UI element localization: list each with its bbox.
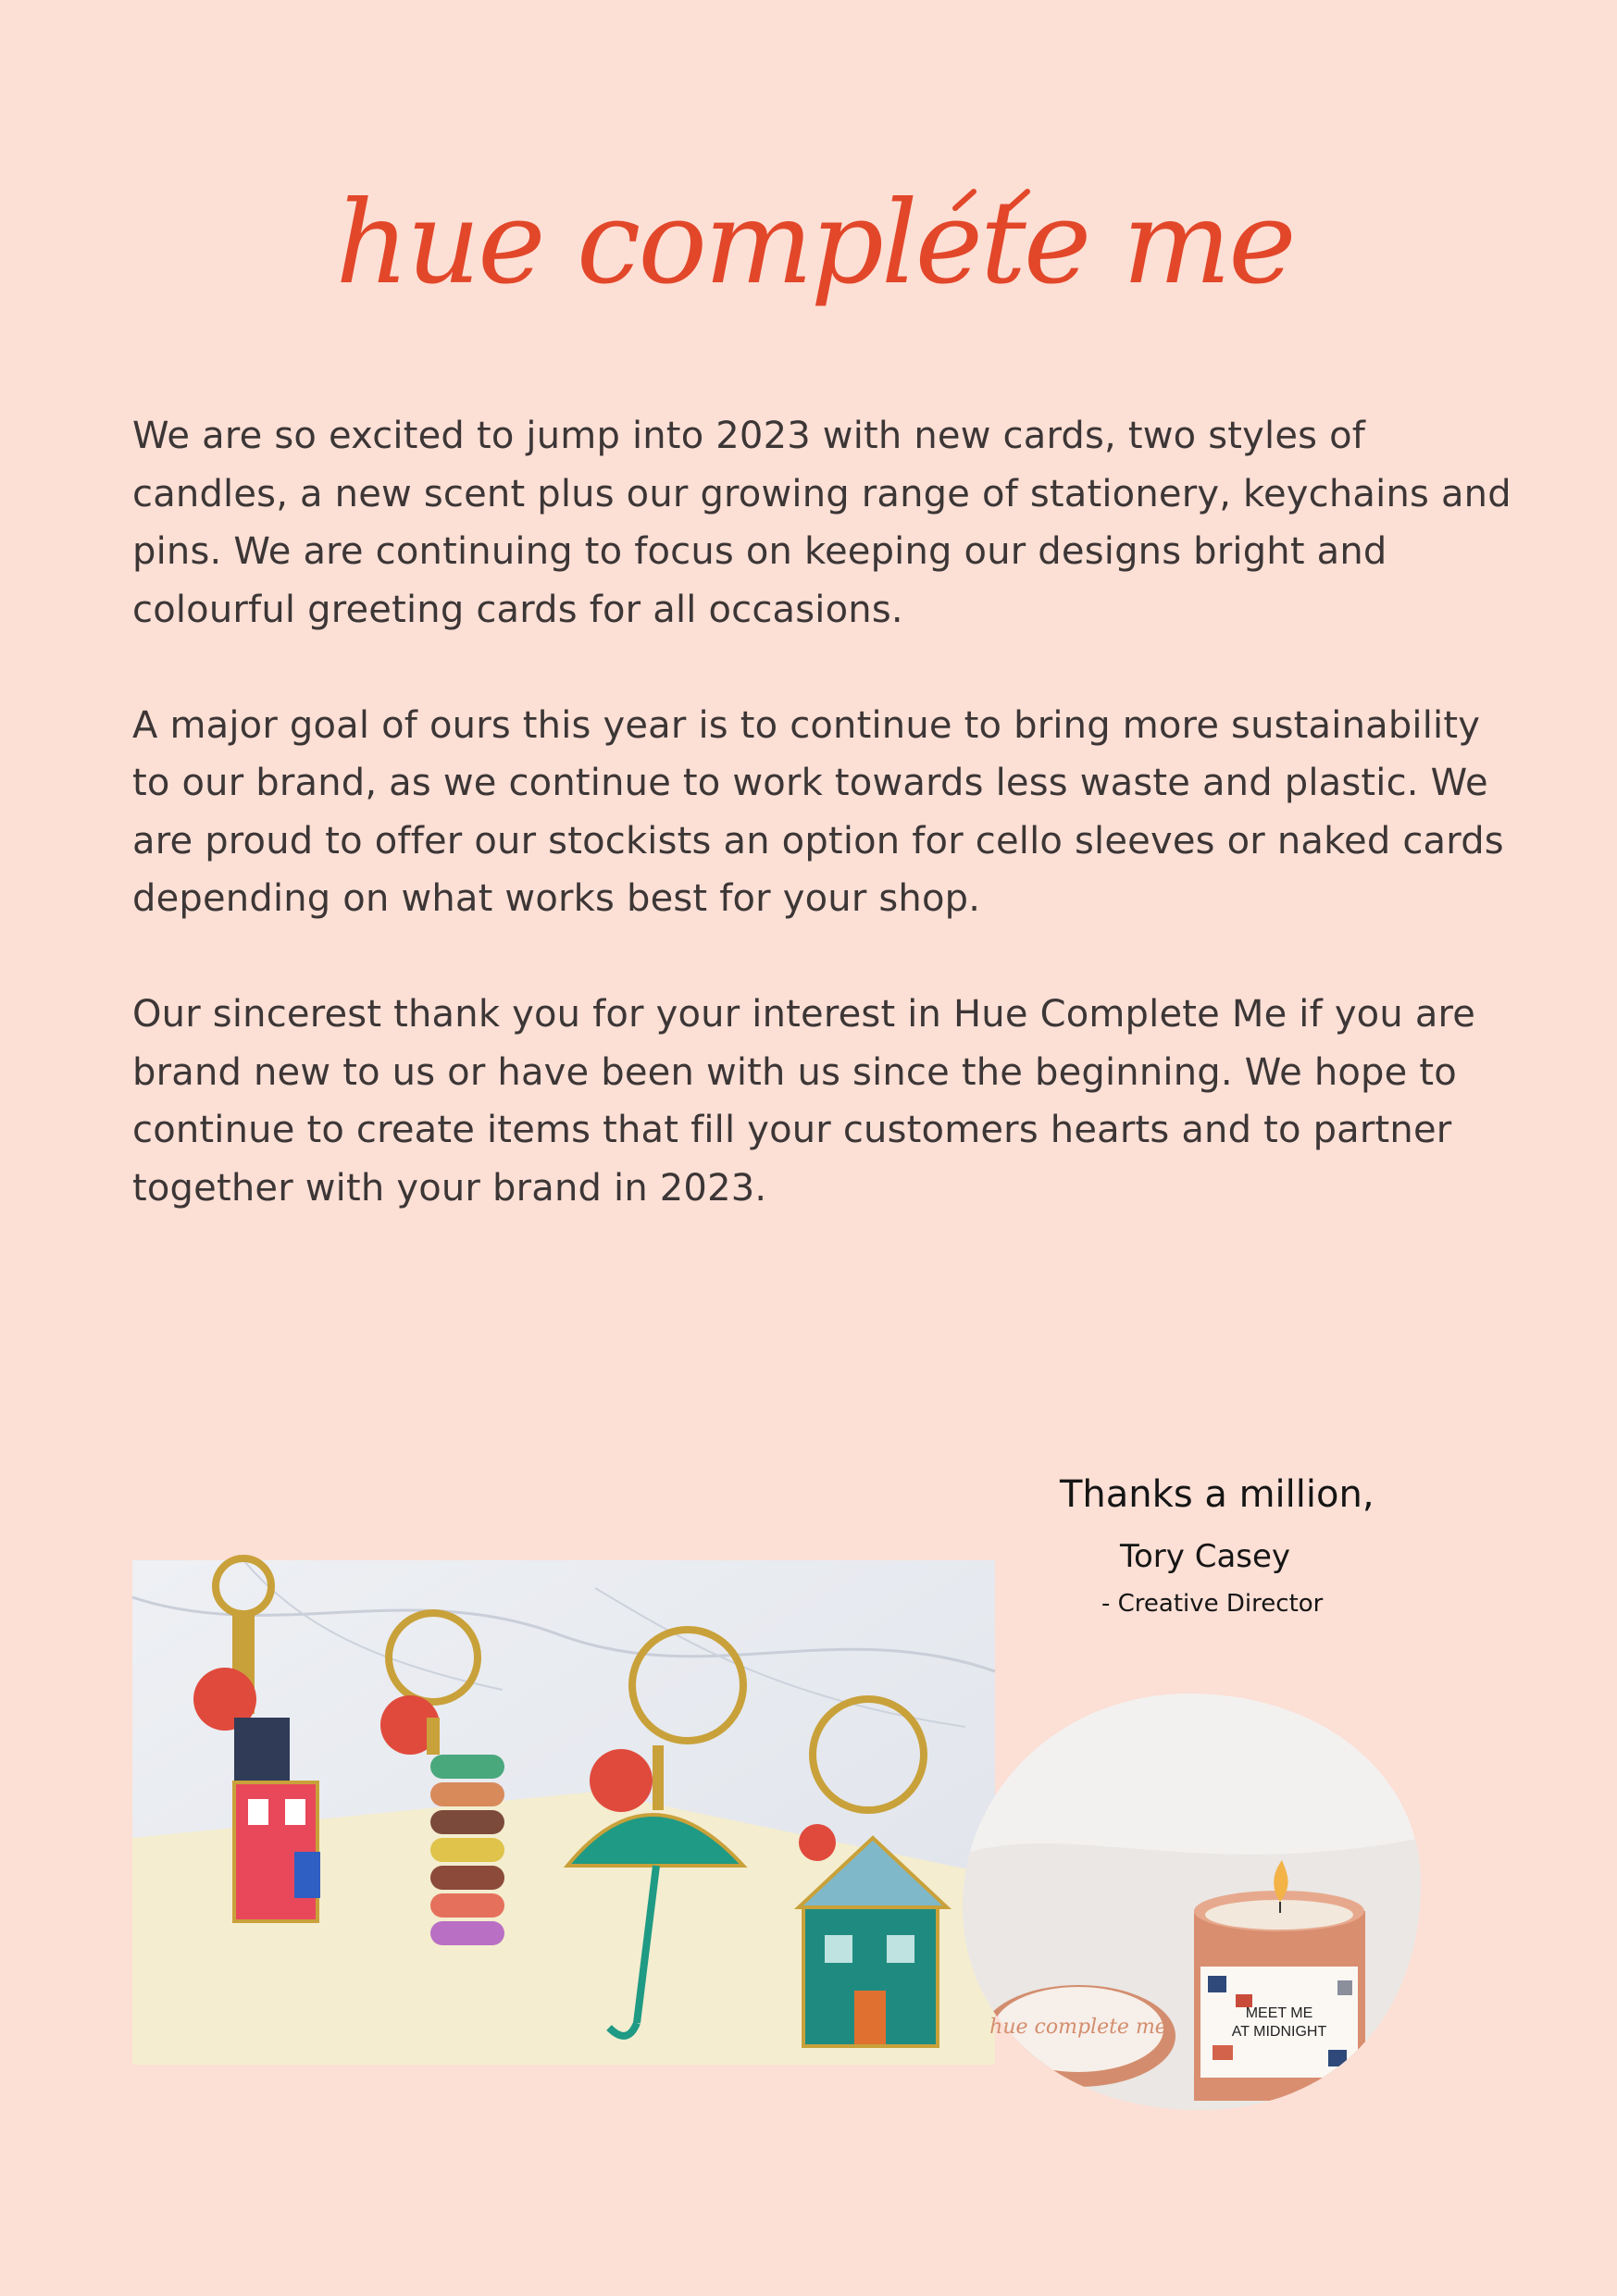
paragraph-thanks: Our sincerest thank you for your interest in Hue Complete Me if you are brand new to us or have been with us since the beginning. We hope to continue to create items that fill your customers hearts and to partner together with your brand in 2023. xyxy=(132,993,1476,1210)
keychains-photo xyxy=(132,1560,995,2065)
candle-lid-text: hue complete me xyxy=(989,2016,1167,2039)
brand-logo-text: hue complete me xyxy=(335,177,1294,310)
closing-line: Thanks a million, xyxy=(1060,1473,1374,1516)
letter-body xyxy=(132,407,1511,1275)
candle-label-line1: MEET ME xyxy=(1245,2005,1313,2021)
signer-name: Tory Casey xyxy=(1120,1538,1291,1575)
candle-photo xyxy=(958,1689,1425,2115)
paragraph-sustainability: A major goal of ours this year is to continue to bring more sustainability to our brand, as we continue to work towards less waste and plastic. We are proud to offer our stockists an option for cello sleeves or naked cards depending on what works best for your shop. xyxy=(132,703,1504,920)
brand-logo xyxy=(335,171,1294,384)
paragraph-intro: We are so excited to jump into 2023 with new cards, two styles of candles, a new scent plus our growing range of stationery, keychains and pins. We are continuing to focus on keeping our designs bright and colourful greeting cards for all occasions. xyxy=(132,415,1511,631)
signer-role: - Creative Director xyxy=(1101,1590,1324,1618)
candle-label-line2: AT MIDNIGHT xyxy=(1231,2024,1327,2040)
